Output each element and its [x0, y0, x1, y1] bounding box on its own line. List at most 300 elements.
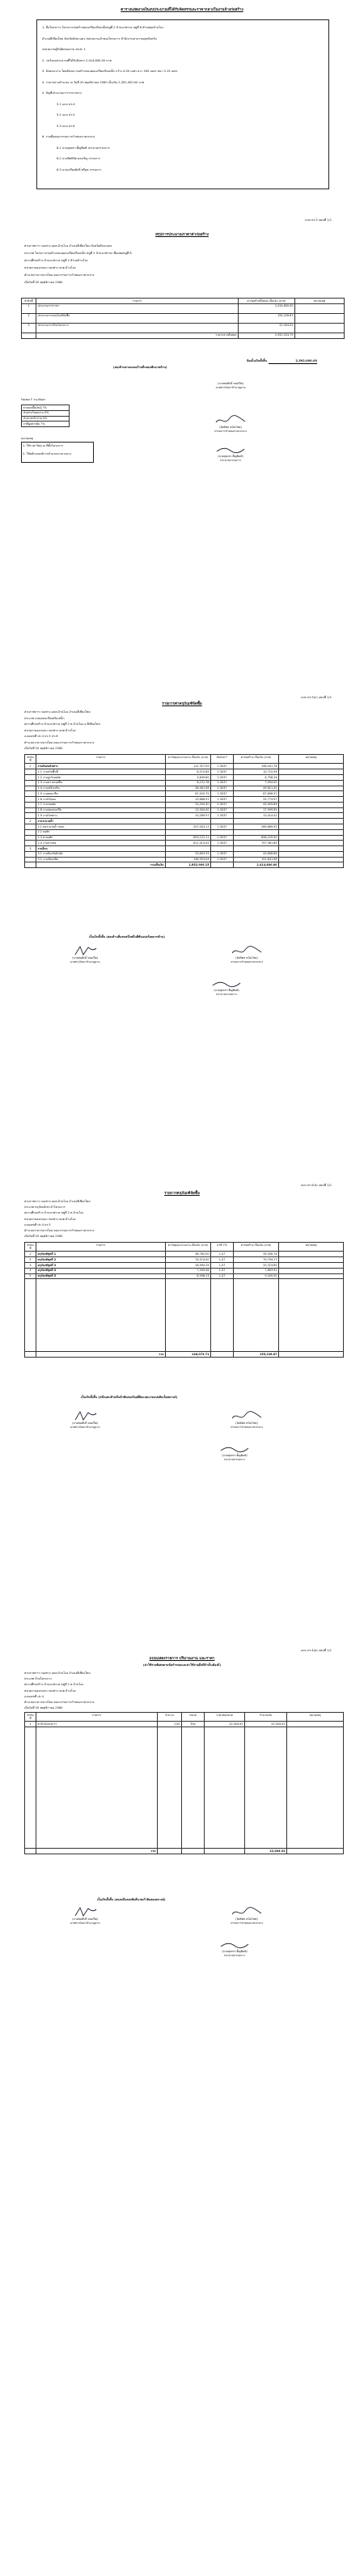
col-no: ลำดับที่: [25, 1243, 36, 1252]
signature-role: นายช่างโยธาชำนาญงาน: [215, 385, 246, 389]
cell-b: 7,863.92: [234, 1268, 279, 1273]
cell-no: 2: [25, 1257, 36, 1263]
blank-cell: [182, 1727, 205, 1849]
cell-f: 1.3037: [211, 841, 234, 846]
signature-block-1: [49, 1410, 121, 1429]
cell-no: 3: [25, 1262, 36, 1268]
cell-item: 1.4 งานเหล็กเสริม: [36, 786, 166, 791]
blank-cell: [25, 1727, 36, 1849]
table-row: [25, 786, 344, 791]
signature-role: ประธานกรรมการ: [224, 1457, 245, 1461]
cell-a: 19,888.91: [166, 797, 211, 803]
cell-note: [279, 819, 344, 824]
header-line: สถานที่ก่อสร้าง บ้านนาทราย หมู่ที่ 2 ต.บ้านโอง: [24, 1211, 84, 1215]
header-line: ส่วนราชการ กองช่าง อบต.บ้านโอง อำเภอสีเชียงใหม่ จังหวัดสังขะนคร: [24, 244, 112, 248]
sheet4-words: เป็นเงินทั้งสิ้น (หนึ่งแสนห้าหมื่นห้าพันสองร้อยยี่สิบแปดบาทแปดสิบเจ็ดสตางค์): [81, 1396, 178, 1399]
cell-b: 797,361.85: [234, 841, 279, 846]
blank-cell: [25, 862, 36, 868]
cell-f: 1.3037: [211, 835, 234, 841]
factor-label: Factor F ร่วมกับค่า: [21, 398, 46, 401]
blank-cell: [182, 1849, 205, 1854]
table-row: [25, 1273, 344, 1279]
total-material: 146,073.71: [166, 1352, 211, 1358]
cell-no: [25, 851, 36, 857]
cell-b: 39,356.74: [234, 1252, 279, 1257]
cell-no: [25, 829, 36, 835]
summary-line: /หน่วยงานผู้รับผิดชอบงาน สป.ท. 1: [42, 48, 86, 51]
signature-icon: [231, 945, 263, 956]
table-row: [22, 323, 345, 333]
sheet-por5b: [0, 1177, 364, 1630]
factor-item: ภาษีมูลค่าเพิ่ม 7%: [22, 422, 70, 427]
cell-a: 8,215.65: [166, 769, 211, 775]
remark-1: 1. ใช้ราคาวัสดุ ณ ที่ตั้งโครงการ: [23, 444, 63, 447]
table-row: [25, 1257, 344, 1263]
sheet3-title: รายการค่าครุภัณฑ์จัดซื้อ: [162, 702, 202, 706]
cell-item: 3.2 งานเบ็ดเตล็ด: [36, 857, 166, 862]
header-line: สถานที่ก่อสร้าง บ้านนาทราย หมู่ที่ 2 ต.บ้านโอง: [24, 1683, 84, 1687]
total-cost: 2,414,800.00: [234, 862, 279, 868]
col-note: หมายเหตุ: [295, 299, 345, 304]
cell-f: 1.07: [211, 1252, 234, 1257]
cell-note: [279, 1257, 344, 1263]
signature-name: (นายสมศักดิ์ ทองเปีย): [218, 382, 243, 385]
table-row: [25, 835, 344, 841]
factor-row: [22, 416, 70, 422]
cell-f: 1.3037: [211, 807, 234, 813]
cell-amount: 2,414,800.00: [239, 303, 295, 313]
col-cost: ค่าก่อสร้าง เป็นเงิน (บาท): [234, 1243, 279, 1252]
cell-b: 4,758.24: [234, 774, 279, 780]
cell-item: 1.2 งานลูกรังบดอัด: [36, 774, 166, 780]
cell-no: [25, 835, 36, 841]
cell-no: [25, 802, 36, 807]
factor-row: [22, 410, 70, 416]
cell-f: 1.07: [211, 1257, 234, 1263]
signature-block-2: [194, 414, 267, 433]
cell-note: [279, 829, 344, 835]
sheet-por5: [0, 202, 364, 663]
cell-a: 13,500.00: [166, 807, 211, 813]
sheet2-table: [21, 298, 345, 339]
blank-cell: [279, 1279, 344, 1352]
cell-item: 1.8 งานบ่มคอนกรีต: [36, 807, 166, 813]
table-row: [25, 1722, 344, 1727]
col-amount: จำนวนเงิน: [245, 1713, 287, 1722]
cell-f: 1.07: [211, 1273, 234, 1279]
cell-item: ครุภัณฑ์ชุดที่ 2: [36, 1257, 166, 1263]
cell-item: 1.6 งานไม้แบบ: [36, 797, 166, 803]
cell-b: 10,710.94: [234, 769, 279, 775]
grand-words: (สองล้านสามแสนเก้าหมื่นสองพันบาทถ้วน): [113, 366, 167, 369]
cell-no: 1: [25, 764, 36, 769]
factor-table: [21, 405, 70, 427]
grand-value: 2,392,000.00: [269, 359, 317, 364]
total-material: 1,852,909.13: [166, 862, 211, 868]
cell-f: 1.3037: [211, 769, 234, 775]
summary-line: อำเภอสีเชียงใหม่ จังหวัดสังขะนคร /หน่วยงานเจ้าของโครงการ สำนักงานสาธารณสุขจังหวัด: [42, 36, 157, 40]
cell-amount: 155,228.87: [239, 313, 295, 323]
grand-label: คิดเป็นเงินทั้งสิ้น: [247, 359, 267, 362]
cell-a: 33,294.30: [166, 802, 211, 807]
header-line: ส่วนราชการ กองช่าง อบต.บ้านโอง อำเภอสีเชียงใหม่: [24, 1200, 91, 1203]
header-line: เมื่อวันที่ 20 พฤศจิกายน 2560: [24, 747, 63, 750]
table-row: [25, 841, 344, 846]
cell-note: [279, 1273, 344, 1279]
blank-cell: [205, 1849, 245, 1854]
cell-b: 146,441.76: [234, 764, 279, 769]
cell-a: 3,649.80: [166, 774, 211, 780]
factor-item: ค่าดอกเบี้ยเงินกู้ 7%: [22, 405, 70, 411]
sheet2-title: สรุปการประมาณราคาค่าก่อสร้าง: [155, 233, 209, 237]
blank-cell: [245, 1727, 287, 1849]
cell-note: [279, 780, 344, 786]
sheet-por4c: [0, 1642, 364, 2095]
col-note: หมายเหตุ: [279, 1243, 344, 1252]
cell-no: [25, 797, 36, 803]
cell-b: 846,220.50: [234, 835, 279, 841]
cell-b: 13,414.41: [234, 813, 279, 819]
cell-f: 1.3037: [211, 791, 234, 797]
signature-name: (นายสุนทร เพ็ญพิมพ์): [222, 1454, 248, 1457]
signature-name: (อิทธิพล สนั่นโชค): [219, 426, 242, 429]
signature-icon: [210, 979, 243, 989]
col-note: หมายเหตุ: [287, 1713, 344, 1722]
signature-role: กรรมการกำหนดราคากลาง: [214, 429, 247, 433]
cell-item: ครุภัณฑ์ชุดที่ 3: [36, 1262, 166, 1268]
cell-price: 22,004.92: [205, 1722, 245, 1727]
signature-role: ประธานกรรมการ: [220, 458, 241, 462]
signature-role: นายช่างโยธาชำนาญงาน: [70, 1425, 100, 1429]
sheet3-page-no: แบบ ปร.5(ก) แผ่นที่ 1/1: [301, 696, 332, 699]
cell-f: 1.3037: [211, 786, 234, 791]
cell-note: [295, 303, 345, 313]
header-line: ส่วนราชการ กองช่าง อบต.บ้านโอง อำเภอสีเชียงใหม่: [24, 710, 91, 714]
cell-b: 269,869.95: [234, 824, 279, 829]
blank-cell: [25, 1849, 36, 1854]
cell-f: 1.3037: [211, 824, 234, 829]
col-qty: จำนวน: [158, 1713, 182, 1722]
signature-icon: [231, 1410, 263, 1421]
cell-a: [166, 846, 211, 852]
signature-icon: [214, 445, 247, 455]
signature-role: ประธานกรรมการ: [216, 992, 237, 996]
header-line: เมื่อวันที่ 20 พฤศจิกายน 2560: [24, 281, 63, 284]
signature-name: (นายสุนทร เพ็ญพิมพ์): [214, 989, 239, 992]
cell-note: [287, 1722, 344, 1727]
cell-no: [25, 786, 36, 791]
cell-item: ครุภัณฑ์ชุดที่ 4: [36, 1268, 166, 1273]
cell-note: [279, 774, 344, 780]
cell-no: [25, 807, 36, 813]
total-label: ราคากลางทั้งหมด: [36, 333, 239, 338]
cell-note: [295, 323, 345, 333]
cell-b: 191,841.98: [234, 857, 279, 862]
col-item: รายการ: [36, 299, 239, 304]
header-line: แบบเลขที่ ปร.4 ปร.5: [24, 1222, 51, 1227]
factor-item: เงินประกันผลงาน 0%: [22, 410, 70, 416]
blank-cell: [25, 1352, 36, 1358]
summary-line: 2. วงเงินงบประมาณที่ได้รับจัดสรร 2,414,800.00 บาท: [42, 58, 112, 62]
cell-no: 2: [25, 819, 36, 824]
blank-cell: [211, 1352, 234, 1358]
cell-b: 20,323.85: [234, 1262, 279, 1268]
sheet4-page-no: แบบ ปร.5(ข) แผ่นที่ 1/1: [300, 1184, 332, 1187]
cell-item: 2.2 บ่อพัก: [36, 829, 166, 835]
table-total-row: [25, 862, 344, 868]
header-line: เมื่อวันที่ 20 พฤศจิกายน 2560: [24, 1706, 63, 1710]
table-row: [25, 774, 344, 780]
sheet5-table: [24, 1712, 344, 1854]
blank-cell: [22, 333, 36, 338]
signature-role: กรรมการกำหนดราคากลาง: [230, 1921, 263, 1925]
cell-note: [279, 813, 344, 819]
total-label: รวม: [36, 1849, 158, 1854]
cell-a: 33,603.33: [166, 851, 211, 857]
col-factor: Factor F: [211, 755, 234, 764]
remark-label: หมายเหตุ: [21, 437, 33, 440]
signature-name: (อิทธิพล สนั่นโชค): [235, 956, 258, 960]
table-total-row: [22, 333, 345, 338]
blank-cell: [158, 1727, 182, 1849]
cell-qty: 1.00: [158, 1722, 182, 1727]
cell-item: 1.3 งานทรายรองพื้น: [36, 780, 166, 786]
table-row: [25, 1262, 344, 1268]
cell-note: [279, 786, 344, 791]
header-line: คำนวณราคากลางโดย คณะกรรมการกำหนดราคากลาง: [24, 740, 95, 744]
cell-item: 1.1 งานปรับพื้นที่: [36, 769, 166, 775]
sheet5-page-no: แบบ ปร.4(ค) แผ่นที่ 1/1: [300, 1649, 332, 1652]
cell-note: [279, 797, 344, 803]
cell-a: 10,289.57: [166, 813, 211, 819]
cell-f: 1.07: [211, 1268, 234, 1273]
blank-cell: [36, 1727, 158, 1849]
sheet2-page-no: แบบ ปร.5 แผ่นที่ 1/1: [305, 218, 332, 222]
summary-line: 5.2 แบบ ปร.5: [57, 113, 75, 117]
cell-f: 1.07: [211, 1262, 234, 1268]
cell-no: 4: [25, 1268, 36, 1273]
col-cost: ค่าก่อสร้าง เป็นเงิน (บาท): [234, 755, 279, 764]
cell-b: [234, 829, 279, 835]
cell-note: [279, 846, 344, 852]
cell-no: [25, 824, 36, 829]
table-spacer-row: [25, 1727, 344, 1849]
table-row: [22, 303, 345, 313]
table-row: [25, 1252, 344, 1257]
cell-f: 1.3037: [211, 774, 234, 780]
header-line: หน่วยงานออกแบบ กองช่าง อบต.บ้านโอง: [24, 1688, 76, 1693]
cell-no: 1: [22, 303, 36, 313]
header-line: แบบเลขที่ ปร.4: [24, 1694, 44, 1698]
signature-name: (อิทธิพล สนั่นโชค): [235, 1917, 258, 1921]
summary-line: 5. บัญชีประมาณการราคากลาง: [42, 91, 82, 95]
signature-icon: [72, 1906, 98, 1917]
cell-f: [211, 829, 234, 835]
factor-row: [22, 405, 70, 411]
cell-a: 653,122.11: [166, 835, 211, 841]
cell-a: 146,903.04: [166, 857, 211, 862]
signature-icon: [72, 945, 98, 956]
signature-name: (นายสมศักดิ์ ทองเปีย): [72, 956, 98, 960]
table-row: [25, 1268, 344, 1273]
factor-item: เงินล่วงหน้าจ่าย 0%: [22, 416, 70, 422]
cell-note: [279, 807, 344, 813]
blank-cell: [234, 1279, 279, 1352]
cell-item: งานดินถมคันทาง: [36, 764, 166, 769]
cell-f: 1.3037: [211, 851, 234, 857]
cell-a: [166, 829, 211, 835]
total-value: 2,592,033.79: [239, 333, 295, 338]
signature-role: นายช่างโยธาชำนาญงาน: [70, 960, 100, 964]
summary-line: 6.1 นายสุนทร เพ็ญพิมพ์ ประธานกรรมการ: [57, 146, 110, 150]
summary-line: 5.3 แบบ ปร.6: [57, 124, 75, 128]
cell-note: [279, 1262, 344, 1268]
cell-b: 17,599.95: [234, 807, 279, 813]
cell-item: 1.9 งานไหล่ทาง: [36, 813, 166, 819]
header-line: แบบเลขที่ ปร.4 ปร.5 ปร.6: [24, 735, 58, 738]
table-row: [25, 824, 344, 829]
cell-a: 74,574.00: [166, 1257, 211, 1263]
sheet3-table: [24, 754, 344, 868]
signature-block-1: [194, 382, 267, 389]
table-row: [25, 813, 344, 819]
cell-amount: 22,004.92: [239, 323, 295, 333]
cell-no: 2: [22, 313, 36, 323]
cell-item: 1.5 งานคอนกรีต: [36, 791, 166, 797]
cell-f: 1.3037: [211, 802, 234, 807]
header-line: ประเภท โครงการก่อสร้างถนนคอนกรีตเสริมเหล็ก หมู่ที่ 2 บ้านนาทราย เชื่อมต่อหมู่ที่ 8: [24, 252, 132, 255]
cell-item: งานระบายน้ำ: [36, 819, 166, 824]
signature-icon: [72, 1410, 98, 1421]
total-cost: 155,228.87: [234, 1352, 279, 1358]
header-line: ประเภท ถนนคอนกรีตเสริมเหล็ก: [24, 716, 65, 720]
cell-note: [279, 802, 344, 807]
table-row: [25, 780, 344, 786]
header-line: หน่วยงานออกแบบ กองช่าง อบต.บ้านโอง: [24, 1217, 76, 1221]
total-value: 22,004.92: [245, 1849, 287, 1854]
cell-b: 49,621.30: [234, 786, 279, 791]
table-row: [25, 829, 344, 835]
header-line: สถานที่ก่อสร้าง บ้านนาทราย หมู่ที่ 2 ต.บ้านโอง อ.สีเชียงใหม่: [24, 722, 100, 726]
cell-note: [279, 851, 344, 857]
cell-a: 8,598.13: [166, 1273, 211, 1279]
summary-line: 3. ลักษณะงาน โดยสังเขป ก่อสร้างถนนคอนกรีตเสริมเหล็ก กว้าง 4.00 เมตร ยาว 345 เมตร หนา 0.15 เมตร: [42, 70, 178, 73]
cell-a: 112,327.05: [166, 764, 211, 769]
remark-2: 2. ใช้หลักเกณฑ์การคำนวณราคากลาง: [23, 452, 72, 455]
sheet5-subtitle: (ค่าใช้จ่ายพิเศษตามข้อกำหนดและค่าใช้จ่ายอื่นที่จำเป็นต้องมี): [142, 1663, 222, 1667]
cell-no: [25, 841, 36, 846]
signature-block-2: [210, 1410, 283, 1429]
cell-note: [279, 824, 344, 829]
cell-b: 7,994.00: [234, 780, 279, 786]
signature-block-3: [194, 1940, 275, 1957]
cell-item: ประมาณการป้ายโครงการ: [36, 323, 239, 333]
blank-cell: [279, 1352, 344, 1358]
total-label: รวมเป็นเงิน: [36, 862, 166, 868]
cell-f: 1.3037: [211, 857, 234, 862]
table-row: [25, 846, 344, 852]
cell-f: [211, 819, 234, 824]
cell-no: [25, 774, 36, 780]
blank-cell: [211, 862, 234, 868]
table-row: [25, 857, 344, 862]
cell-note: [279, 1252, 344, 1257]
signature-role: ประธานกรรมการ: [224, 1953, 245, 1957]
table-row: [25, 802, 344, 807]
cell-b: 9,200.00: [234, 1273, 279, 1279]
col-unit: หน่วย: [182, 1713, 205, 1722]
col-price: ราคาต่อหน่วย: [205, 1713, 245, 1722]
signature-icon: [214, 414, 247, 426]
col-no: ลำดับที่: [25, 1713, 36, 1722]
cell-f: [211, 846, 234, 852]
cell-a: [166, 819, 211, 824]
signature-name: (นายสุนทร เพ็ญพิมพ์): [222, 1950, 248, 1953]
cell-no: [25, 857, 36, 862]
sheet-summary-table: [0, 0, 364, 198]
signature-role: นายช่างโยธาชำนาญงาน: [70, 1921, 100, 1925]
sheet5-words: เป็นเงินทั้งสิ้น (สองหมื่นสองพันสี่บาทเก้าสิบสองสตางค์): [97, 1898, 166, 1901]
cell-a: 6,131.78: [166, 780, 211, 786]
summary-line: 1. ชื่อโครงการ โครงการก่อสร้างคอนกรีตเสริมเหล็กหมู่ที่ 2 บ้านนาทราย หมู่ที่ 8 ตำบลคุยบ้านโอง: [42, 26, 164, 29]
signature-name: (อิทธิพล สนั่นโชค): [235, 1421, 258, 1425]
table-row: [22, 313, 345, 323]
cell-b: 25,774.97: [234, 797, 279, 803]
total-label: รวม: [36, 1352, 166, 1358]
table-total-row: [25, 1849, 344, 1854]
header-line: เมื่อวันที่ 20 พฤศจิกายน 2560: [24, 1235, 63, 1239]
cell-unit: ป้าย: [182, 1722, 205, 1727]
cell-item: ค่าป้ายโครงการ: [36, 1722, 158, 1727]
cell-f: 1.3037: [211, 764, 234, 769]
sheet-por5a: [0, 688, 364, 1165]
sheet1-title: ตารางแสดงวงเงินงบประมาณที่ได้รับจัดสรรและราคากลางในงานจ้างก่อสร้าง: [121, 8, 243, 12]
signature-role: กรรมการกำหนดราคากลาง: [230, 960, 263, 964]
signature-block-1: [49, 945, 121, 964]
sheet4-title: รายการครุภัณฑ์จัดซื้อ: [164, 1192, 200, 1196]
blank-cell: [36, 1279, 166, 1352]
cell-b: 43,808.66: [234, 851, 279, 857]
cell-no: 3: [22, 323, 36, 333]
summary-line: 6.3 นายเกรียงศักดิ์ ศรีสุข กรรมการ: [57, 167, 102, 172]
signature-block-3: [194, 445, 267, 462]
cell-no: [25, 791, 36, 797]
signature-role: กรรมการกำหนดราคากลาง: [230, 1425, 263, 1429]
signature-name: (นายสุนทร เพ็ญพิมพ์): [218, 455, 243, 458]
blank-cell: [158, 1849, 182, 1854]
cell-f: 1.3037: [211, 780, 234, 786]
cell-note: [279, 769, 344, 775]
cell-item: 1.7 งานรอยต่อ: [36, 802, 166, 807]
blank-cell: [279, 862, 344, 868]
cell-note: [279, 835, 344, 841]
cell-no: 5: [25, 1273, 36, 1279]
cell-no: 1: [25, 1252, 36, 1257]
col-amount: ค่าก่อสร้างทั้งหมด เป็นเงิน (บาท): [239, 299, 295, 304]
header-line: คำนวณราคากลางโดย คณะกรรมการกำหนดราคากลาง: [24, 273, 95, 277]
cell-item: ประมาณการครุภัณฑ์จัดซื้อ: [36, 313, 239, 323]
table-row: [25, 807, 344, 813]
cell-no: 1: [25, 1722, 36, 1727]
signature-icon: [231, 1906, 263, 1917]
cell-b: [234, 846, 279, 852]
table-row: [25, 851, 344, 857]
signature-block-2: [210, 945, 283, 964]
cell-a: 67,420.75: [166, 791, 211, 797]
blank-cell: [287, 1849, 344, 1854]
sheet5-title: แบบแสดงรายการ ปริมาณงาน และราคา: [149, 1657, 215, 1661]
blank-cell: [25, 1279, 36, 1352]
